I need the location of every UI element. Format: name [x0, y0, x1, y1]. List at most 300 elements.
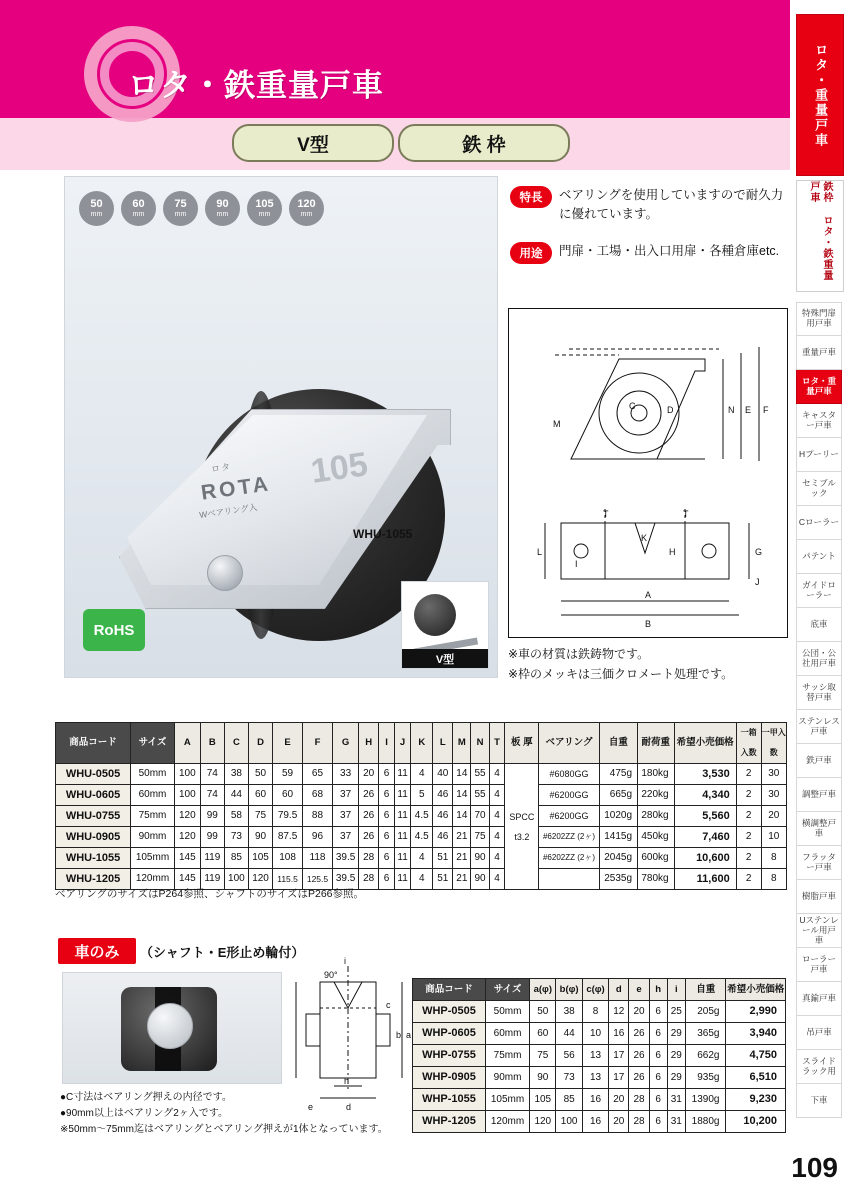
table-row: [56, 827, 787, 848]
v-type-inset: [401, 581, 489, 669]
cell-dim: 4: [489, 785, 505, 806]
side-index-rail: [790, 0, 848, 1200]
rail-item[interactable]: ローラー戸車: [796, 948, 842, 982]
th-dim: i: [667, 979, 685, 1001]
material-notes: [508, 644, 794, 685]
table-row: [413, 1089, 786, 1111]
cell-case: 8: [761, 848, 786, 869]
th-dim: T: [489, 723, 505, 764]
cell-size: 75mm: [486, 1045, 530, 1067]
cell-dim: 73: [556, 1067, 582, 1089]
cell-dim: 74: [200, 764, 224, 785]
cell-dim: 26: [359, 806, 379, 827]
cell-load: 600kg: [638, 848, 675, 869]
rail-item[interactable]: フラッター戸車: [796, 846, 842, 880]
cell-dim: 5: [411, 785, 433, 806]
cell-dim: 33: [332, 764, 358, 785]
cell-dim: 87.5: [273, 827, 303, 848]
cell-code: WHU-0505: [56, 764, 131, 785]
cell-code: WHU-0605: [56, 785, 131, 806]
th-dim: H: [359, 723, 379, 764]
rail-item[interactable]: 底車: [796, 608, 842, 642]
cell-dim: 17: [609, 1045, 629, 1067]
svg-text:I: I: [575, 559, 578, 569]
cell-dim: 100: [224, 869, 248, 890]
cell-dim: 4: [489, 764, 505, 785]
size-badge: 105 mm: [247, 191, 282, 226]
cell-dim: 11: [394, 827, 410, 848]
cell-dim: 16: [582, 1111, 608, 1133]
rohs-badge: RoHS: [83, 609, 145, 651]
th-code: 商品コード: [56, 723, 131, 764]
cell-dim: 38: [224, 764, 248, 785]
cell-code: WHU-1055: [56, 848, 131, 869]
badge-v-type: V型: [232, 124, 394, 162]
cell-plate: SPCC t3.2: [505, 764, 539, 890]
cell-dim: 4: [489, 848, 505, 869]
cell-dim: 11: [394, 785, 410, 806]
cell-size: 60mm: [486, 1023, 530, 1045]
feature-row: [510, 186, 786, 224]
cell-code: WHP-0905: [413, 1067, 486, 1089]
cell-weight: 935g: [686, 1067, 726, 1089]
cell-dim: 4: [489, 827, 505, 848]
th-dim: F: [303, 723, 333, 764]
cell-case: 20: [761, 806, 786, 827]
cell-dim: 37: [332, 785, 358, 806]
technical-drawing: [508, 308, 788, 638]
rail-item[interactable]: 横調整戸車: [796, 812, 842, 846]
cell-dim: 51: [433, 848, 453, 869]
cell-price: 10,200: [726, 1111, 786, 1133]
cell-size: 120mm: [131, 869, 175, 890]
cell-dim: 4.5: [411, 827, 433, 848]
cell-dim: 12: [609, 1001, 629, 1023]
usage-text: 門扉・工場・出入口用扉・各種倉庫etc.: [559, 243, 780, 258]
th-dim: b(φ): [556, 979, 582, 1001]
cell-dim: 6: [649, 1001, 667, 1023]
feature-text: ベアリングを使用していますので耐久力に優れています。: [559, 188, 784, 221]
table-header-row: [56, 723, 787, 764]
cell-dim: 21: [453, 827, 471, 848]
cell-weight: 205g: [686, 1001, 726, 1023]
cell-dim: 55: [471, 785, 489, 806]
rail-item[interactable]: 鉄戸車: [796, 744, 842, 778]
rail-item[interactable]: 重量戸車: [796, 336, 842, 370]
rail-item[interactable]: 吊戸車: [796, 1016, 842, 1050]
cell-price: 5,560: [674, 806, 736, 827]
size-badge-list: [79, 191, 324, 226]
cell-bearing: #6080GG: [539, 764, 599, 785]
cell-dim: 60: [273, 785, 303, 806]
rail-item[interactable]: 下車: [796, 1084, 842, 1118]
th-dim: h: [649, 979, 667, 1001]
cell-box: 2: [736, 848, 761, 869]
svg-text:H: H: [669, 547, 676, 557]
cell-dim: 50: [248, 764, 272, 785]
cell-price: 3,940: [726, 1023, 786, 1045]
svg-text:a: a: [406, 1030, 412, 1040]
brand-small-label: ロタ: [210, 461, 232, 475]
cell-dim: 56: [556, 1045, 582, 1067]
cell-price: 7,460: [674, 827, 736, 848]
cell-dim: 90: [471, 848, 489, 869]
th-weight: 自重: [686, 979, 726, 1001]
cell-dim: 29: [667, 1023, 685, 1045]
cell-price: 6,510: [726, 1067, 786, 1089]
cell-dim: 6: [649, 1111, 667, 1133]
cell-dim: 51: [433, 869, 453, 890]
cell-code: WHU-0905: [56, 827, 131, 848]
cell-dim: 90: [471, 869, 489, 890]
cell-dim: 6: [649, 1089, 667, 1111]
rail-item[interactable]: 公団・公社用戸車: [796, 642, 842, 676]
rail-item[interactable]: Cローラー: [796, 506, 842, 540]
rail-item[interactable]: ガイドローラー: [796, 574, 842, 608]
cell-case: 30: [761, 785, 786, 806]
cell-weight: 475g: [599, 764, 637, 785]
cell-dim: 6: [379, 848, 395, 869]
rail-item[interactable]: 樹脂戸車: [796, 880, 842, 914]
cell-dim: 39.5: [332, 869, 358, 890]
cell-weight: 662g: [686, 1045, 726, 1067]
svg-text:L: L: [537, 547, 543, 557]
rail-item[interactable]: セミブルック: [796, 472, 842, 506]
photo-model-label: WHU-1055: [353, 527, 413, 541]
rail-item-list: [796, 302, 842, 1118]
cell-dim: 6: [379, 869, 395, 890]
feature-list: [510, 186, 786, 282]
cell-box: 2: [736, 806, 761, 827]
th-size: サイズ: [486, 979, 530, 1001]
inset-wheel-icon: [414, 594, 456, 636]
inset-tag-label: V型: [402, 649, 488, 668]
svg-text:E: E: [745, 405, 752, 415]
th-dim: L: [433, 723, 453, 764]
bolt-icon: [207, 555, 243, 591]
feature-badge: 特長: [510, 186, 552, 208]
cell-dim: 8: [582, 1001, 608, 1023]
cell-bearing: #6200GG: [539, 806, 599, 827]
rail-item[interactable]: ステンレス戸車: [796, 710, 842, 744]
cell-price: 4,750: [726, 1045, 786, 1067]
th-dim: d: [609, 979, 629, 1001]
cell-dim: 6: [379, 764, 395, 785]
cell-dim: 25: [667, 1001, 685, 1023]
svg-text:A: A: [645, 590, 652, 600]
cell-weight: 2045g: [599, 848, 637, 869]
th-dim: J: [394, 723, 410, 764]
cell-code: WHU-1205: [56, 869, 131, 890]
cell-code: WHU-0755: [56, 806, 131, 827]
cell-dim: 100: [556, 1111, 582, 1133]
wheel-only-photo: [62, 972, 282, 1084]
note-line: ※枠のメッキは三価クロメート処理です。: [508, 667, 734, 682]
table-header-row: [413, 979, 786, 1001]
cell-dim: 59: [273, 764, 303, 785]
wheel-only-table: [412, 978, 786, 1133]
cell-price: 11,600: [674, 869, 736, 890]
size-badge: 90 mm: [205, 191, 240, 226]
rail-item[interactable]: キャスター戸車: [796, 404, 842, 438]
th-dim: c(φ): [582, 979, 608, 1001]
cell-dim: 44: [224, 785, 248, 806]
cell-dim: 26: [359, 827, 379, 848]
rail-item[interactable]: 調整戸車: [796, 778, 842, 812]
cell-dim: 14: [453, 785, 471, 806]
th-dim: G: [332, 723, 358, 764]
cell-dim: 118: [303, 848, 333, 869]
note-line: ●90mm以上はベアリング2ヶ入です。: [60, 1108, 228, 1119]
cell-dim: 20: [609, 1111, 629, 1133]
cell-bearing: #6202ZZ (2ヶ): [539, 827, 599, 848]
main-spec-table-wrap: [55, 722, 787, 890]
svg-text:T: T: [603, 509, 609, 519]
cell-dim: 26: [629, 1023, 649, 1045]
cell-dim: 4.5: [411, 806, 433, 827]
cell-weight: 665g: [599, 785, 637, 806]
brand-sub-label: Wベアリング入: [198, 501, 258, 521]
cell-load: 220kg: [638, 785, 675, 806]
cell-dim: 28: [359, 869, 379, 890]
cell-load: 780kg: [638, 869, 675, 890]
cell-dim: 75: [471, 827, 489, 848]
cell-weight: 365g: [686, 1023, 726, 1045]
th-load: 耐荷重: [638, 723, 675, 764]
th-dim: a(φ): [530, 979, 556, 1001]
table-row: [413, 1111, 786, 1133]
note-line: ●C寸法はベアリング押えの内径です。: [60, 1092, 232, 1103]
cell-size: 90mm: [131, 827, 175, 848]
th-box: 一箱入数: [736, 723, 761, 764]
cell-dim: 6: [379, 785, 395, 806]
cell-dim: 4: [411, 764, 433, 785]
table-row: [413, 1045, 786, 1067]
badge-frame-type: 鉄 枠: [398, 124, 570, 162]
cell-size: 120mm: [486, 1111, 530, 1133]
cell-dim: 26: [629, 1045, 649, 1067]
cell-case: 10: [761, 827, 786, 848]
cell-dim: 46: [433, 785, 453, 806]
svg-text:h: h: [344, 1076, 350, 1086]
cell-dim: 100: [174, 764, 200, 785]
cell-code: WHP-0505: [413, 1001, 486, 1023]
cell-dim: 21: [453, 869, 471, 890]
cell-dim: 6: [649, 1045, 667, 1067]
cell-box: 2: [736, 827, 761, 848]
cell-dim: 85: [224, 848, 248, 869]
cell-price: 9,230: [726, 1089, 786, 1111]
cell-dim: 16: [582, 1089, 608, 1111]
cell-load: 280kg: [638, 806, 675, 827]
cell-dim: 28: [629, 1111, 649, 1133]
feature-row: [510, 242, 786, 264]
cell-load: 180kg: [638, 764, 675, 785]
cell-dim: 20: [609, 1089, 629, 1111]
cell-bearing: [539, 869, 599, 890]
cell-dim: 70: [471, 806, 489, 827]
cell-dim: 6: [379, 806, 395, 827]
brand-logo: ROTA: [199, 472, 273, 505]
cell-dim: 4: [489, 806, 505, 827]
note-line: ※車の材質は鉄鋳物です。: [508, 647, 650, 661]
note-line: ※50mm～75mm迄はベアリングとベアリング押えが1体となっています。: [60, 1124, 388, 1135]
product-photo: [64, 176, 498, 678]
rail-item[interactable]: 特殊門扉用戸車: [796, 302, 842, 336]
cell-weight: 1020g: [599, 806, 637, 827]
cell-case: 30: [761, 764, 786, 785]
wheel-only-bearing-cap: [147, 1003, 193, 1049]
cell-size: 50mm: [486, 1001, 530, 1023]
cell-dim: 29: [667, 1045, 685, 1067]
cell-dim: 17: [609, 1067, 629, 1089]
rail-item[interactable]: スライドラック用: [796, 1050, 842, 1084]
cell-dim: 99: [200, 827, 224, 848]
svg-text:90°: 90°: [324, 970, 338, 980]
table-row: [413, 1067, 786, 1089]
cell-dim: 120: [174, 806, 200, 827]
cell-box: 2: [736, 869, 761, 890]
rail-item[interactable]: サッシ取替戸車: [796, 676, 842, 710]
cell-dim: 85: [556, 1089, 582, 1111]
th-case: 一甲入数: [761, 723, 786, 764]
wheel-only-subtitle: （シャフト・E形止め輪付）: [140, 945, 305, 960]
cell-dim: 100: [174, 785, 200, 806]
header-band-lower: [0, 118, 790, 170]
cell-dim: 119: [200, 848, 224, 869]
svg-text:T: T: [683, 509, 689, 519]
cell-dim: 20: [629, 1001, 649, 1023]
svg-text:F: F: [763, 405, 769, 415]
svg-text:N: N: [728, 405, 735, 415]
cell-dim: 11: [394, 764, 410, 785]
th-plate: 板 厚: [505, 723, 539, 764]
th-dim: E: [273, 723, 303, 764]
svg-text:e: e: [308, 1102, 314, 1112]
cell-dim: 120: [248, 869, 272, 890]
cell-dim: 145: [174, 848, 200, 869]
cell-dim: 16: [609, 1023, 629, 1045]
cell-dim: 115.5: [273, 869, 303, 890]
cell-dim: 120: [530, 1111, 556, 1133]
cell-dim: 20: [359, 764, 379, 785]
cell-dim: 74: [200, 785, 224, 806]
cell-dim: 6: [379, 827, 395, 848]
svg-text:M: M: [553, 419, 561, 429]
cell-box: 2: [736, 764, 761, 785]
cell-dim: 28: [629, 1089, 649, 1111]
cell-dim: 13: [582, 1067, 608, 1089]
cell-dim: 60: [530, 1023, 556, 1045]
th-price: 希望小売価格: [674, 723, 736, 764]
cell-size: 75mm: [131, 806, 175, 827]
cell-price: 3,530: [674, 764, 736, 785]
cell-dim: 4: [411, 848, 433, 869]
cell-dim: 65: [303, 764, 333, 785]
table-row: [56, 785, 787, 806]
cell-dim: 14: [453, 764, 471, 785]
th-size: サイズ: [131, 723, 175, 764]
rail-item-active[interactable]: ロタ・重量戸車: [796, 370, 842, 404]
cell-code: WHP-0755: [413, 1045, 486, 1067]
rail-item[interactable]: Uステンレール用戸車: [796, 914, 842, 948]
cell-price: 2,990: [726, 1001, 786, 1023]
page-number: 109: [791, 1152, 838, 1183]
cell-weight: 1415g: [599, 827, 637, 848]
table-row: [56, 848, 787, 869]
th-dim: A: [174, 723, 200, 764]
cell-dim: 11: [394, 869, 410, 890]
wheel-only-notes: [60, 1090, 406, 1138]
cell-dim: 11: [394, 806, 410, 827]
cell-dim: 68: [303, 785, 333, 806]
svg-text:c: c: [386, 1000, 391, 1010]
th-dim: e: [629, 979, 649, 1001]
cell-dim: 60: [248, 785, 272, 806]
cell-dim: 40: [433, 764, 453, 785]
wheel-size-stamp: 105: [308, 445, 371, 491]
table-row: [413, 1001, 786, 1023]
cell-dim: 28: [359, 848, 379, 869]
cell-dim: 6: [649, 1023, 667, 1045]
cell-code: WHP-1055: [413, 1089, 486, 1111]
cell-dim: 58: [224, 806, 248, 827]
cell-dim: 90: [248, 827, 272, 848]
cell-dim: 31: [667, 1089, 685, 1111]
cell-weight: 1390g: [686, 1089, 726, 1111]
cell-dim: 75: [248, 806, 272, 827]
cell-dim: 46: [433, 827, 453, 848]
cell-dim: 96: [303, 827, 333, 848]
cell-code: WHP-1205: [413, 1111, 486, 1133]
cell-box: 2: [736, 785, 761, 806]
rail-section-subtitle: 鉄枠 ロタ・鉄重量戸車: [796, 180, 844, 292]
cell-dim: 105: [248, 848, 272, 869]
size-badge: 120 mm: [289, 191, 324, 226]
svg-text:J: J: [755, 577, 760, 587]
cell-dim: 37: [332, 806, 358, 827]
rail-item[interactable]: パテント: [796, 540, 842, 574]
cell-dim: 31: [667, 1111, 685, 1133]
cell-size: 50mm: [131, 764, 175, 785]
cell-dim: 90: [530, 1067, 556, 1089]
rail-item[interactable]: 真鍮戸車: [796, 982, 842, 1016]
page-title: ロタ・鉄重量戸車: [128, 68, 384, 103]
cell-dim: 26: [629, 1067, 649, 1089]
table-row: [56, 806, 787, 827]
cell-dim: 29: [667, 1067, 685, 1089]
size-badge: 50 mm: [79, 191, 114, 226]
cell-bearing: #6200GG: [539, 785, 599, 806]
cell-weight: 1880g: [686, 1111, 726, 1133]
th-bearing: ベアリング: [539, 723, 599, 764]
cell-dim: 13: [582, 1045, 608, 1067]
cell-bearing: #6202ZZ (2ヶ): [539, 848, 599, 869]
th-dim: M: [453, 723, 471, 764]
table-row: [413, 1023, 786, 1045]
cell-dim: 125.5: [303, 869, 333, 890]
cell-dim: 108: [273, 848, 303, 869]
cell-size: 105mm: [486, 1089, 530, 1111]
th-dim: C: [224, 723, 248, 764]
table-row: [56, 764, 787, 785]
cell-weight: 2535g: [599, 869, 637, 890]
cell-dim: 105: [530, 1089, 556, 1111]
cell-code: WHP-0605: [413, 1023, 486, 1045]
rail-item[interactable]: Hプーリー: [796, 438, 842, 472]
cell-dim: 55: [471, 764, 489, 785]
svg-text:K: K: [641, 533, 648, 543]
